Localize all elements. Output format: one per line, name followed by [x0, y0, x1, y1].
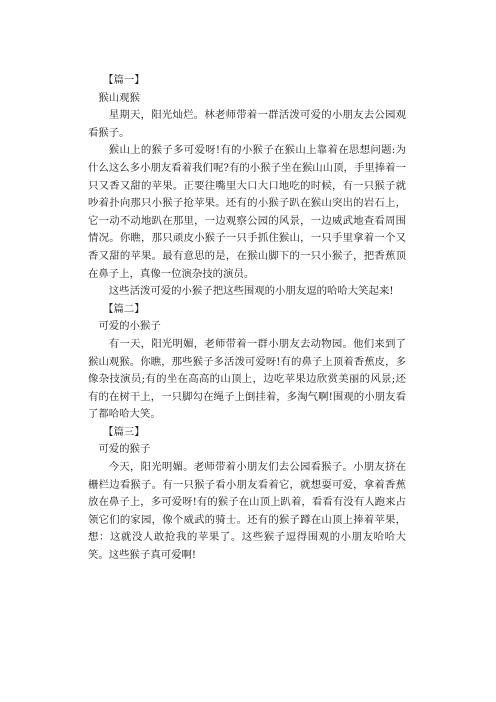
section-1-paragraph: 星期天，阳光灿烂。林老师带着一群活泼可爱的小朋友去公园观看猴子。 [88, 109, 406, 139]
section-1-title: 猴山观猴 [98, 91, 140, 104]
section-3-heading: 【篇三】 [103, 425, 145, 438]
section-1-paragraph: 这些活泼可爱的小猴子把这些围观的小朋友逗的哈哈大笑起来! [108, 285, 394, 298]
section-2-title: 可爱的小猴子 [98, 320, 161, 333]
section-3-paragraph: 今天，阳光明媚。老师带着小朋友们去公园看猴子。小朋友挤在栅栏边看猴子。有一只猴子看小朋友看着它，就想耍可爱，拿着香蕉放在鼻子上，多可爱呀!有的猴子在山顶上趴着，看看有没有人跑来占领它们的家园，像个威武的骑士。还有的猴子蹲在山顶上捧着苹果，想：这就没人敢抢我的苹果了。这些猴子逗得围观的小朋友哈哈大笑。这些猴子真可爱啊! [88, 461, 406, 562]
section-3-title: 可爱的猴子 [98, 443, 151, 456]
section-1-paragraph: 猴山上的猴子多可爱呀!有的小猴子在猴山上靠着在思想问题:为什么这么多小朋友看着我们呢?有的小猴子坐在猴山山顶，手里捧着一只又香又甜的苹果。正要往嘴里大口大口地吃的时候，有一只猴子就吵着扑向那只小猴子抢苹果。还有的小猴子趴在猴山突出的岩石上，它一动不动地趴在那里，一边观察公园的风景，一边威武地查看周围情况。你瞧，那只顽皮小猴子一只手抓住猴山，一只手里拿着一个又香又甜的苹果。最有意思的是，在猴山脚下的一只小猴子，把香蕉顶在鼻子上，真像一位演杂技的演员。 [88, 144, 406, 280]
document-body [88, 72, 406, 565]
section-2-paragraph: 有一天，阳光明媚，老师带着一群小朋友去动物园。他们来到了猴山观猴。你瞧，那些猴子多活泼可爱呀!有的鼻子上顶着香蕉皮，多像杂技演员;有的坐在高高的山顶上，边吃苹果边欣赏美丽的风景;还有的在树干上，一只脚勾在绳子上倒挂着，多淘气啊!围观的小朋友看了都哈哈大笑。 [88, 337, 406, 421]
section-1-heading: 【篇一】 [103, 74, 145, 86]
section-2-heading: 【篇二】 [103, 302, 145, 315]
